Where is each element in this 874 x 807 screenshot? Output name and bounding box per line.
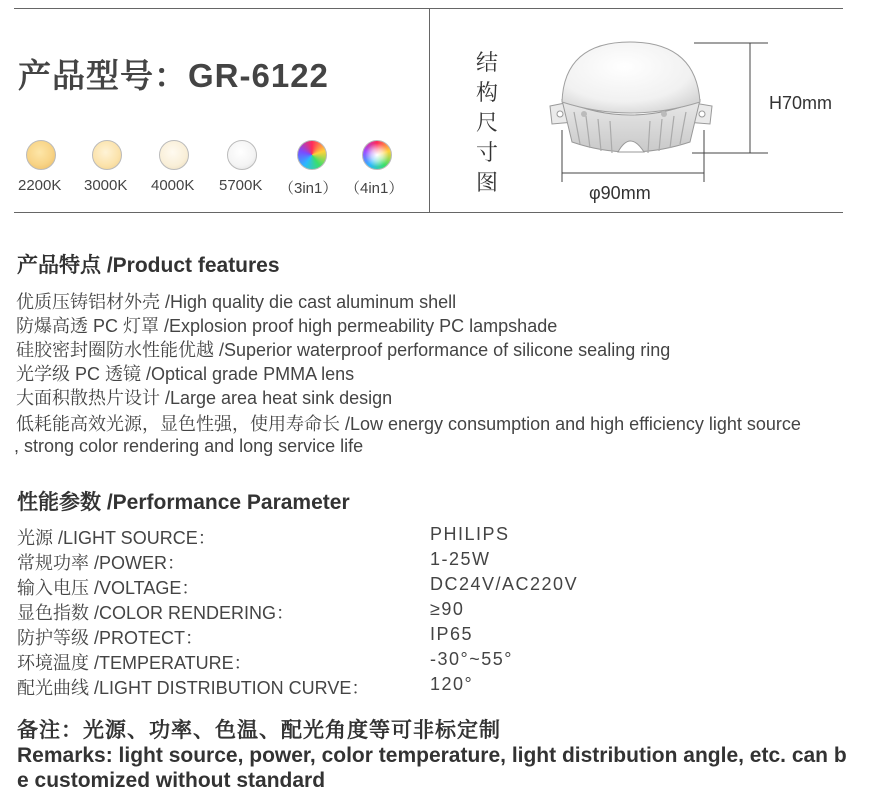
diameter-label: φ90mm (589, 183, 651, 203)
swatch-4in1 (362, 140, 392, 170)
feature-item: 硅胶密封圈防水性能优越 /Superior waterproof performance of silicone sealing ring (16, 340, 671, 360)
ear-hole-right (699, 111, 705, 117)
param-label-temperature: 环境温度 /TEMPERATURE： (17, 653, 252, 673)
param-label-voltage: 输入电压 /VOLTAGE： (17, 578, 200, 598)
header-divider (429, 8, 430, 213)
param-label-power: 常规功率 /POWER： (17, 553, 186, 573)
screw-left (581, 111, 587, 117)
remark-chinese: 备注：光源、功率、色温、配光角度等可非标定制 (17, 719, 501, 742)
ear-hole-left (557, 111, 563, 117)
param-value-power: 1-25W (430, 549, 491, 569)
swatch-5700k (227, 140, 257, 170)
remark-english: Remarks: light source, power, color temperature, light distribution angle, etc. can be customized without standard (17, 744, 847, 792)
swatch-label-4in1: （4in1） (345, 180, 404, 197)
feature-item: 大面积散热片设计 /Large area heat sink design (16, 388, 393, 408)
feature-item: 优质压铸铝材外壳 /High quality die cast aluminum shell (16, 292, 457, 312)
swatch-3000k (92, 140, 122, 170)
param-value-voltage: DC24V/AC220V (430, 574, 579, 594)
swatch-label-3000k: 3000K (84, 177, 128, 194)
param-value-protect: IP65 (430, 624, 474, 644)
height-label: H70mm (769, 93, 833, 113)
swatch-label-3in1: （3in1） (279, 180, 338, 197)
param-label-light-source: 光源 /LIGHT SOURCE： (17, 528, 216, 548)
param-label-color-rendering: 显色指数 /COLOR RENDERING： (17, 603, 295, 623)
screw-right (661, 111, 667, 117)
feature-item: 防爆高透 PC 灯罩 /Explosion proof high permeability PC lampshade (16, 316, 558, 336)
param-value-temperature: -30°~55° (430, 649, 513, 669)
param-value-color-rendering: ≥90 (430, 599, 465, 619)
param-value-light-source: PHILIPS (430, 524, 510, 544)
feature-item: 低耗能高效光源，显色性强，使用寿命长 /Low energy consumption and high efficiency light source (16, 414, 801, 434)
swatch-label-4000k: 4000K (151, 177, 195, 194)
product-model-title: 产品型号：GR-6122 (18, 57, 329, 94)
swatch-4000k (159, 140, 189, 170)
swatch-2200k (26, 140, 56, 170)
param-label-protect: 防护等级 /PROTECT： (17, 628, 204, 648)
swatch-3in1 (297, 140, 327, 170)
swatch-label-2200k: 2200K (18, 177, 62, 194)
feature-item: 光学级 PC 透镜 /Optical grade PMMA lens (16, 364, 355, 384)
parameters-heading: 性能参数 /Performance Parameter (17, 491, 350, 514)
param-value-distribution-curve: 120° (430, 674, 474, 694)
features-heading: 产品特点 /Product features (17, 254, 280, 277)
lamp-diagram (540, 30, 780, 210)
structure-diagram-title: 结构尺寸图 (476, 50, 499, 195)
swatch-label-5700k: 5700K (219, 177, 263, 194)
param-label-distribution-curve: 配光曲线 /LIGHT DISTRIBUTION CURVE： (17, 678, 370, 698)
feature-item-continuation: , strong color rendering and long service life (14, 436, 364, 456)
dome-lens (562, 42, 700, 113)
